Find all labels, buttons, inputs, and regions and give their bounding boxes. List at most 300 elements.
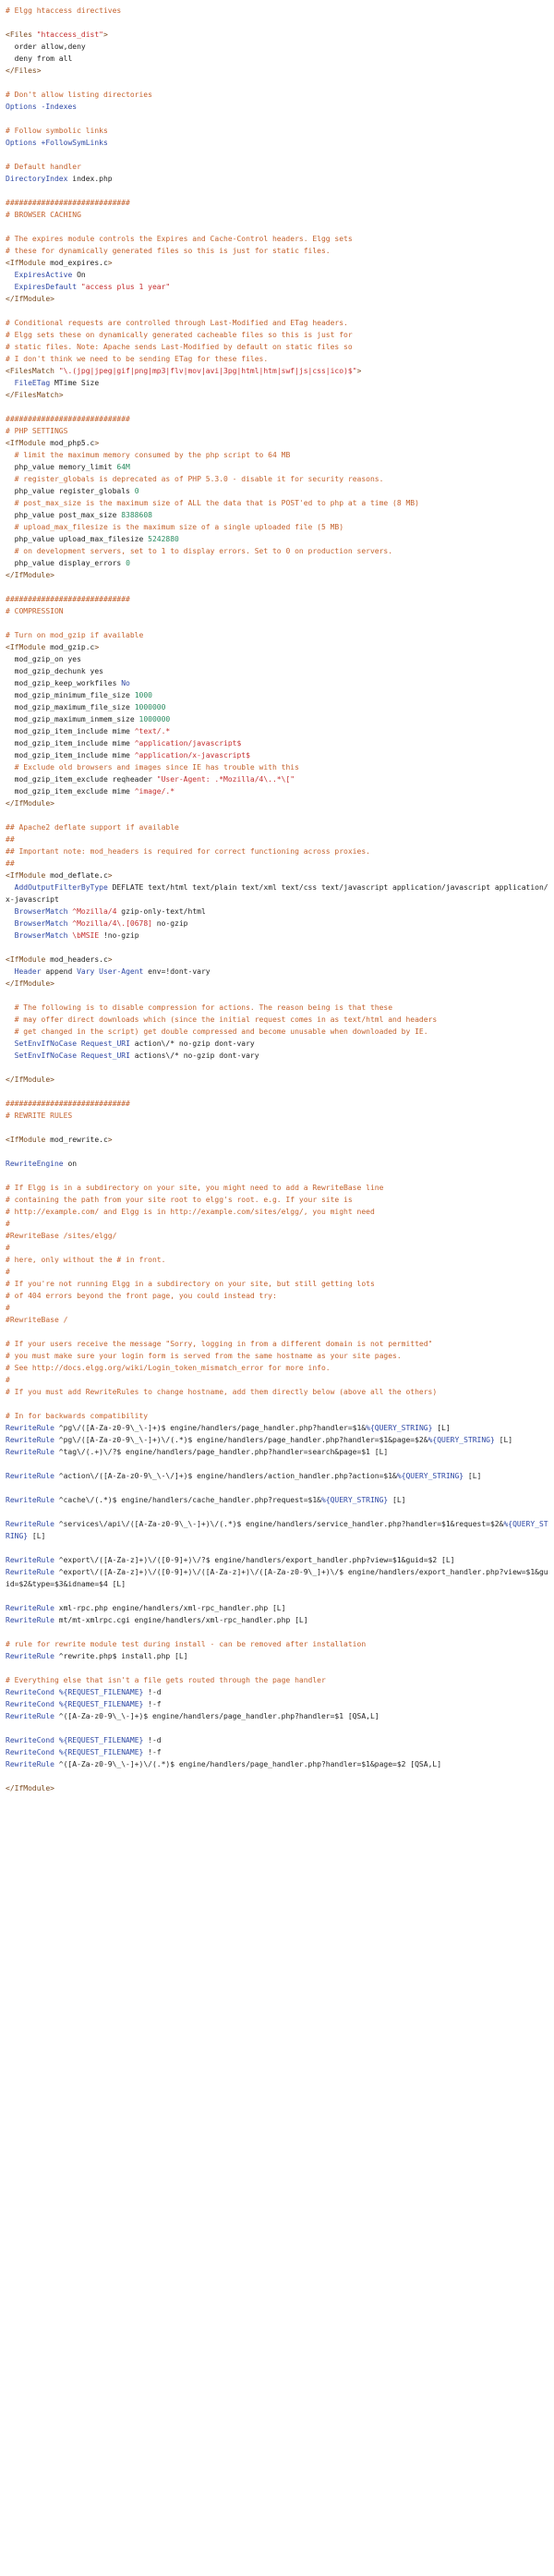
code-line <box>6 689 548 701</box>
code-token: # Elgg htaccess directives <box>6 6 122 15</box>
code-line <box>6 990 548 1002</box>
code-line <box>6 1494 548 1506</box>
code-token: # Turn on mod_gzip if available <box>6 631 144 639</box>
code-token: mod_gzip_minimum_file_size <box>6 691 135 699</box>
code-token: No <box>121 679 130 687</box>
code-line <box>6 1506 548 1518</box>
code-line <box>6 497 548 509</box>
code-token <box>6 1039 15 1048</box>
code-token: mod_php5.c <box>45 439 95 447</box>
code-token: RewriteRule <box>6 1448 54 1456</box>
code-line <box>6 449 548 461</box>
code-token: mod_deflate.c <box>45 871 108 880</box>
code-line <box>6 653 548 665</box>
code-line <box>6 857 548 869</box>
code-line <box>6 557 548 569</box>
code-token: # containing the path from your site root to elgg's root. e.g. If your site is <box>6 1196 353 1204</box>
code-line <box>6 101 548 113</box>
code-token: > <box>356 367 362 375</box>
code-token: 8388608 <box>121 511 152 519</box>
code-line <box>6 1086 548 1098</box>
code-token: RewriteEngine <box>6 1160 64 1168</box>
code-token: [L] <box>464 1472 482 1480</box>
code-token: DirectoryIndex <box>6 175 68 183</box>
code-token <box>6 967 15 976</box>
code-token: RewriteRule <box>6 1712 54 1720</box>
code-token: [L] <box>28 1532 46 1540</box>
code-line <box>6 545 548 557</box>
code-line <box>6 809 548 821</box>
code-token <box>6 1051 15 1060</box>
code-token: %{QUERY_STRING} <box>396 1472 464 1480</box>
code-token: # Default handler <box>6 163 81 171</box>
code-token <box>6 931 15 940</box>
code-token: "\.(jpg|jpeg|gif|png|mp3|flv|mov|avi|3pg|html|htm|swf|js|css|ico)$" <box>58 367 357 375</box>
code-line <box>6 197 548 209</box>
code-line <box>6 701 548 713</box>
code-line <box>6 353 548 365</box>
code-token: </FilesMatch> <box>6 391 64 399</box>
code-token <box>6 379 15 387</box>
code-token: php_value post_max_size <box>6 511 122 519</box>
code-line <box>6 978 548 990</box>
code-line <box>6 1062 548 1074</box>
code-token: RewriteRule <box>6 1424 54 1432</box>
code-token: mod_gzip_maximum_file_size <box>6 703 135 711</box>
code-token <box>6 907 15 916</box>
code-token: 1000000 <box>138 715 171 723</box>
code-line <box>6 77 548 89</box>
code-token: # rule for rewrite module test during install - can be removed after installation <box>6 1640 367 1648</box>
code-token: mod_gzip_item_exclude mime <box>6 787 135 796</box>
code-line <box>6 1746 548 1758</box>
code-token: php_value display_errors <box>6 559 126 567</box>
code-token: # Conditional requests are controlled through Last-Modified and ETag headers. <box>6 319 348 327</box>
code-token: <IfModule <box>6 1136 46 1144</box>
code-token: FileETag <box>14 379 51 387</box>
code-line <box>6 41 548 53</box>
code-token: !-f <box>143 1748 162 1756</box>
code-line <box>6 1446 548 1458</box>
code-token: ############################ <box>6 595 130 603</box>
code-token: ## Apache2 deflate support if available <box>6 823 179 832</box>
code-line <box>6 1638 548 1650</box>
code-line <box>6 1710 548 1722</box>
code-token: ^export\/([A-Za-z]+)\/([0-9]+)\/([A-Za-z]+)\/([A-Za-z0-9\_]+)\/$ engine/handlers/export_handler.php?view=$1&guid=$2&type=$3&idname=$4 [L] <box>6 1568 548 1588</box>
code-token: # static files. Note: Apache sends Last-Modified by default on static files so <box>6 343 353 351</box>
code-token: # COMPRESSION <box>6 607 64 615</box>
code-token: </IfModule> <box>6 571 54 579</box>
code-token: ## <box>6 835 15 844</box>
code-token: RewriteRule <box>6 1496 54 1504</box>
code-token: on <box>63 1160 78 1168</box>
code-token: ExpiresActive <box>14 271 73 279</box>
code-token: mod_rewrite.c <box>45 1136 108 1144</box>
code-line <box>6 341 548 353</box>
code-line <box>6 713 548 725</box>
code-token: RewriteRule <box>6 1436 54 1444</box>
code-token: Header <box>14 967 42 976</box>
code-token: # <box>6 1220 10 1228</box>
code-token: > <box>102 30 108 39</box>
code-line <box>6 1146 548 1158</box>
code-line <box>6 1002 548 1014</box>
code-line <box>6 149 548 161</box>
code-line <box>6 1194 548 1206</box>
code-token: DEFLATE text/html text/plain text/xml text/css text/javascript application/javascript application/x-javascript <box>6 883 548 904</box>
code-token: 0 <box>126 559 130 567</box>
code-line <box>6 749 548 761</box>
code-line <box>6 942 548 954</box>
code-token: </Files> <box>6 67 42 75</box>
code-token: # REWRITE RULES <box>6 1112 73 1120</box>
code-token: \bMSIE <box>72 931 100 940</box>
code-line <box>6 1458 548 1470</box>
code-token: !no-gzip <box>99 931 139 940</box>
code-token: # may offer direct downloads which (since the initial request comes in as text/html and headers <box>6 1015 438 1024</box>
code-token: index.php <box>67 175 113 183</box>
code-token: 64M <box>116 463 130 471</box>
code-line <box>6 737 548 749</box>
code-token: mod_gzip_item_include mime <box>6 727 135 735</box>
code-token: ^cache\/(.*)$ engine/handlers/cache_handler.php?request=$1& <box>54 1496 321 1504</box>
code-line <box>6 1206 548 1218</box>
code-token: # <box>6 1304 10 1312</box>
code-token: <IfModule <box>6 871 46 880</box>
code-token: ############################ <box>6 415 130 423</box>
code-line <box>6 305 548 317</box>
code-line <box>6 185 548 197</box>
code-line <box>6 581 548 593</box>
code-token: > <box>94 643 100 651</box>
code-line <box>6 833 548 845</box>
code-line <box>6 1662 548 1674</box>
code-line <box>6 425 548 437</box>
code-token: %{QUERY_STRING} <box>320 1496 389 1504</box>
code-line <box>6 1566 548 1590</box>
code-token: +FollowSymLinks <box>41 139 108 147</box>
code-token: php_value upload_max_filesize <box>6 535 149 543</box>
code-line <box>6 629 548 641</box>
code-line <box>6 1782 548 1794</box>
code-token: [L] <box>494 1436 513 1444</box>
code-token: mod_headers.c <box>45 955 108 964</box>
code-token: Request_URI <box>80 1039 130 1048</box>
code-line <box>6 593 548 605</box>
code-line <box>6 65 548 77</box>
code-line <box>6 461 548 473</box>
code-token: RewriteCond <box>6 1736 54 1744</box>
code-token: # on development servers, set to 1 to display errors. Set to 0 on production servers. <box>6 547 393 555</box>
code-line <box>6 221 548 233</box>
code-token: ^Mozilla/4 <box>72 907 117 916</box>
code-line <box>6 665 548 677</box>
code-token: ^application/javascript$ <box>134 739 242 747</box>
code-line <box>6 245 548 257</box>
code-token: ^pg\/([A-Za-z0-9\_\-]+)\/(.*)$ engine/handlers/page_handler.php?handler=$1&page=$2& <box>54 1436 428 1444</box>
code-token: mod_gzip_item_include mime <box>6 739 135 747</box>
code-token: BrowserMatch <box>14 919 68 928</box>
code-line <box>6 1758 548 1770</box>
code-token: RewriteRule <box>6 1472 54 1480</box>
code-line <box>6 869 548 881</box>
code-token: ############################ <box>6 1100 130 1108</box>
code-token: </IfModule> <box>6 295 54 303</box>
code-line <box>6 329 548 341</box>
code-token: 1000000 <box>134 703 166 711</box>
code-token: %{REQUEST_FILENAME} <box>58 1700 144 1708</box>
code-line <box>6 1482 548 1494</box>
code-token: RewriteRule <box>6 1616 54 1624</box>
code-line <box>6 1698 548 1710</box>
code-token: > <box>94 439 100 447</box>
code-token: # Follow symbolic links <box>6 127 108 135</box>
code-line <box>6 677 548 689</box>
code-token: %{REQUEST_FILENAME} <box>58 1748 144 1756</box>
code-line <box>6 1590 548 1602</box>
code-token: # of 404 errors beyond the front page, you could instead try: <box>6 1292 277 1300</box>
code-line <box>6 1338 548 1350</box>
code-line <box>6 1686 548 1698</box>
code-token: mod_expires.c <box>45 259 108 267</box>
code-token: <Files <box>6 30 37 39</box>
code-line <box>6 641 548 653</box>
code-line <box>6 1266 548 1278</box>
code-line <box>6 1314 548 1326</box>
code-token: mod_gzip.c <box>45 643 95 651</box>
code-line <box>6 125 548 137</box>
code-line <box>6 1170 548 1182</box>
code-token: mod_gzip_keep_workfiles <box>6 679 122 687</box>
code-token: #RewriteBase /sites/elgg/ <box>6 1232 117 1240</box>
code-line <box>6 1614 548 1626</box>
code-token: !-f <box>143 1700 162 1708</box>
code-token: mt/mt-xmlrpc.cgi engine/handlers/xml-rpc_handler.php [L] <box>54 1616 308 1624</box>
code-token: # PHP SETTINGS <box>6 427 68 435</box>
code-line <box>6 1074 548 1086</box>
code-token: > <box>107 955 113 964</box>
code-token: Options <box>6 139 37 147</box>
code-line <box>6 761 548 773</box>
code-line <box>6 1386 548 1398</box>
code-line <box>6 233 548 245</box>
code-line <box>6 89 548 101</box>
code-line <box>6 1374 548 1386</box>
code-token: mod_gzip_dechunk yes <box>6 667 103 675</box>
code-line <box>6 209 548 221</box>
code-line <box>6 917 548 930</box>
code-line <box>6 533 548 545</box>
code-token: AddOutputFilterByType <box>14 883 108 892</box>
code-line <box>6 29 548 41</box>
code-token: # <box>6 1376 10 1384</box>
code-token: deny from all <box>6 55 73 63</box>
code-line <box>6 281 548 293</box>
code-token: %{QUERY_STRING} <box>428 1436 495 1444</box>
code-token: RewriteRule <box>6 1604 54 1612</box>
code-line <box>6 785 548 797</box>
code-token: # BROWSER CACHING <box>6 211 81 219</box>
code-line <box>6 966 548 978</box>
code-token: ^Mozilla/4\.[0678] <box>72 919 152 928</box>
code-line <box>6 1422 548 1434</box>
code-line <box>6 5 548 17</box>
code-token: ^text/.* <box>134 727 171 735</box>
code-token: actions\/* no-gzip dont-vary <box>129 1051 259 1060</box>
code-token: # register_globals is deprecated as of PHP 5.3.0 - disable it for security reasons. <box>6 475 384 483</box>
code-token: </IfModule> <box>6 979 54 988</box>
code-token: MTime Size <box>50 379 100 387</box>
code-token: # See http://docs.elgg.org/wiki/Login_token_mismatch_error for more info. <box>6 1364 331 1372</box>
code-line <box>6 1158 548 1170</box>
code-line <box>6 173 548 185</box>
code-token: 5242880 <box>148 535 179 543</box>
code-token: # here, only without the # in front. <box>6 1256 166 1264</box>
code-token: SetEnvIfNoCase <box>14 1039 78 1048</box>
code-line <box>6 905 548 917</box>
code-token: [L] <box>432 1424 451 1432</box>
code-token: Request_URI <box>80 1051 130 1060</box>
code-token: </IfModule> <box>6 1075 54 1084</box>
code-token: # If your users receive the message "Sorry, logging in from a different domain is not permitted" <box>6 1340 433 1348</box>
code-line <box>6 1518 548 1542</box>
code-line <box>6 725 548 737</box>
code-line <box>6 1770 548 1782</box>
code-token: ^tag\/(.+)\/?$ engine/handlers/page_handler.php?handler=search&page=$1 [L] <box>54 1448 389 1456</box>
code-token: RewriteRule <box>6 1520 54 1528</box>
code-token: !-d <box>143 1736 162 1744</box>
code-token: ^([A-Za-z0-9\_\-]+)\/(.*)$ engine/handlers/page_handler.php?handler=$1&page=$2 [QSA,L] <box>54 1760 442 1768</box>
code-token: mod_gzip_maximum_inmem_size <box>6 715 139 723</box>
code-token: # In for backwards compatibility <box>6 1412 149 1420</box>
code-line <box>6 17 548 29</box>
code-line <box>6 1014 548 1026</box>
code-token: php_value register_globals <box>6 487 135 495</box>
code-token: ^([A-Za-z0-9\_\-]+)$ engine/handlers/page_handler.php?handler=$1 [QSA,L] <box>54 1712 379 1720</box>
code-token: # Exclude old browsers and images since IE has trouble with this <box>6 763 299 772</box>
code-token: # The expires module controls the Expires and Cache-Control headers. Elgg sets <box>6 235 353 243</box>
code-line <box>6 1038 548 1050</box>
code-token: !-d <box>143 1688 162 1696</box>
code-token: # limit the maximum memory consumed by the php script to 64 MB <box>6 451 291 459</box>
code-line <box>6 1050 548 1062</box>
code-line <box>6 377 548 389</box>
code-token: ## Important note: mod_headers is required for correct functioning across proxies. <box>6 847 370 856</box>
code-token: ^image/.* <box>134 787 175 796</box>
code-line <box>6 1122 548 1134</box>
code-line <box>6 1722 548 1734</box>
code-token: On <box>72 271 86 279</box>
code-token: RewriteRule <box>6 1568 54 1576</box>
code-token: SetEnvIfNoCase <box>14 1051 78 1060</box>
code-line <box>6 1242 548 1254</box>
code-token: RewriteRule <box>6 1652 54 1660</box>
code-token: ^application/x-javascript$ <box>134 751 250 759</box>
code-token: # I don't think we need to be sending ETag for these files. <box>6 355 269 363</box>
code-token: <IfModule <box>6 643 46 651</box>
code-token: ^services\/api\/([A-Za-z0-9\_\-]+)\/(.*)$ engine/handlers/service_handler.php?handler=$1&request=$2& <box>54 1520 504 1528</box>
code-token: php_value memory_limit <box>6 463 117 471</box>
code-line <box>6 1542 548 1554</box>
code-line <box>6 797 548 809</box>
code-token: # Don't allow listing directories <box>6 91 152 99</box>
code-token: # these for dynamically generated files so this is just for static files. <box>6 247 331 255</box>
code-line <box>6 389 548 401</box>
code-token: RewriteRule <box>6 1556 54 1564</box>
code-token: # post_max_size is the maximum size of ALL the data that is POST'ed to php at a time (8 MB) <box>6 499 419 507</box>
code-line <box>6 269 548 281</box>
code-token: %{REQUEST_FILENAME} <box>58 1736 144 1744</box>
code-line <box>6 1350 548 1362</box>
code-line <box>6 437 548 449</box>
code-token: gzip-only-text/html <box>116 907 206 916</box>
code-token: > <box>107 1136 113 1144</box>
code-line <box>6 1602 548 1614</box>
code-token: 1000 <box>134 691 152 699</box>
code-line <box>6 881 548 905</box>
code-token: <FilesMatch <box>6 367 54 375</box>
code-token: -Indexes <box>41 103 78 111</box>
code-token: > <box>107 259 113 267</box>
code-token: action\/* no-gzip dont-vary <box>129 1039 255 1048</box>
code-token: <IfModule <box>6 955 46 964</box>
code-line <box>6 617 548 629</box>
code-token: %{REQUEST_FILENAME} <box>58 1688 144 1696</box>
code-line <box>6 293 548 305</box>
code-token: order allow,deny <box>6 43 86 51</box>
code-token <box>6 283 15 291</box>
code-token: BrowserMatch <box>14 907 68 916</box>
code-line <box>6 521 548 533</box>
code-token: User-Agent <box>99 967 144 976</box>
code-token: mod_gzip_item_include mime <box>6 751 135 759</box>
code-line <box>6 1230 548 1242</box>
code-token: #RewriteBase / <box>6 1316 68 1324</box>
code-line <box>6 1470 548 1482</box>
code-line <box>6 401 548 413</box>
code-token: # <box>6 1268 10 1276</box>
code-token <box>6 271 15 279</box>
code-token: RewriteRule <box>6 1760 54 1768</box>
code-line <box>6 1134 548 1146</box>
code-token: Vary <box>77 967 95 976</box>
code-line <box>6 1254 548 1266</box>
code-line <box>6 1026 548 1038</box>
code-token: no-gzip <box>151 919 188 928</box>
code-token: # Elgg sets these on dynamically generated cacheable files so this is just for <box>6 331 353 339</box>
code-line <box>6 845 548 857</box>
code-token: ^export\/([A-Za-z]+)\/([0-9]+)\/?$ engine/handlers/export_handler.php?view=$1&guid=$2 [L] <box>54 1556 455 1564</box>
code-token: </IfModule> <box>6 1784 54 1792</box>
code-line <box>6 1302 548 1314</box>
code-line <box>6 1434 548 1446</box>
code-line <box>6 1674 548 1686</box>
code-token <box>6 919 15 928</box>
code-token: <IfModule <box>6 259 46 267</box>
code-line <box>6 1410 548 1422</box>
code-token: "User-Agent: .*Mozilla/4\..*\[" <box>156 775 295 784</box>
code-line <box>6 53 548 65</box>
code-token: RewriteCond <box>6 1748 54 1756</box>
code-token: Options <box>6 103 37 111</box>
code-token: [L] <box>388 1496 406 1504</box>
code-line <box>6 473 548 485</box>
code-line <box>6 1326 548 1338</box>
code-line <box>6 1734 548 1746</box>
code-token: xml-rpc.php engine/handlers/xml-rpc_handler.php [L] <box>54 1604 286 1612</box>
code-line <box>6 1278 548 1290</box>
code-line <box>6 569 548 581</box>
